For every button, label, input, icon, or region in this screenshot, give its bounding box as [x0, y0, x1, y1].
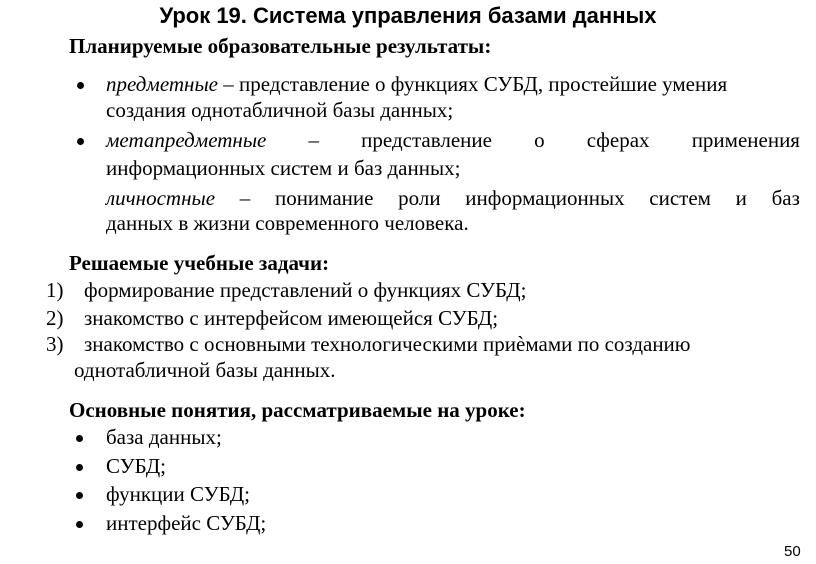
results-item-subject [106, 71, 727, 97]
results-word: представление [361, 128, 492, 152]
results-word: – [308, 128, 320, 152]
bullet-icon [76, 521, 83, 528]
bullet-icon [77, 82, 84, 89]
results-term: метапредметные [106, 128, 267, 152]
results-heading: Планируемые образовательные результаты: [69, 34, 492, 58]
page-title: Урок 19. Система управления базами данных [159, 3, 657, 28]
results-item-personal-cont: данных в жизни современного человека. [106, 211, 469, 235]
bullet-icon [76, 492, 83, 499]
results-word: о [534, 128, 545, 152]
concepts-heading: Основные понятия, рассматриваемые на уроке: [69, 398, 526, 422]
results-word: применения [691, 128, 800, 152]
results-item-meta [106, 127, 800, 153]
task-item: знакомство с основными технологическими приѐмами по созданию [84, 332, 691, 356]
results-word: сферах [586, 128, 650, 152]
tasks-heading: Решаемые учебные задачи: [69, 251, 330, 275]
results-word: – [239, 186, 251, 210]
task-number: 2) [46, 306, 64, 330]
bullet-icon [76, 464, 83, 471]
results-item-subject-cont: создания однотабличной базы данных; [106, 98, 454, 122]
task-number: 3) [46, 332, 64, 356]
concept-item: СУБД; [106, 454, 167, 478]
results-term: предметные [106, 72, 218, 96]
page-number: 50 [784, 543, 801, 560]
results-item-meta-cont: информационных систем и баз данных; [106, 156, 461, 180]
results-word: информационных [465, 186, 625, 210]
task-number: 1) [46, 278, 64, 302]
concept-item: интерфейс СУБД; [106, 511, 267, 535]
results-term: личностные [106, 186, 216, 210]
task-item: знакомство с интерфейсом имеющейся СУБД; [84, 306, 499, 330]
concept-item: база данных; [106, 425, 222, 449]
results-word: баз [771, 186, 800, 210]
task-item-cont: однотабличной базы данных. [74, 358, 336, 382]
bullet-icon [76, 435, 83, 442]
bullet-icon [77, 138, 84, 145]
results-word: понимание [274, 186, 374, 210]
results-word: систем [649, 186, 711, 210]
results-word: роли [398, 186, 441, 210]
task-item: формирование представлений о функциях СУБД; [84, 278, 527, 302]
results-item-personal [106, 185, 800, 211]
concept-item: функции СУБД; [106, 482, 251, 506]
results-word: и [735, 186, 747, 210]
results-text: – представление о функциях СУБД, простейшие умения [218, 72, 728, 96]
